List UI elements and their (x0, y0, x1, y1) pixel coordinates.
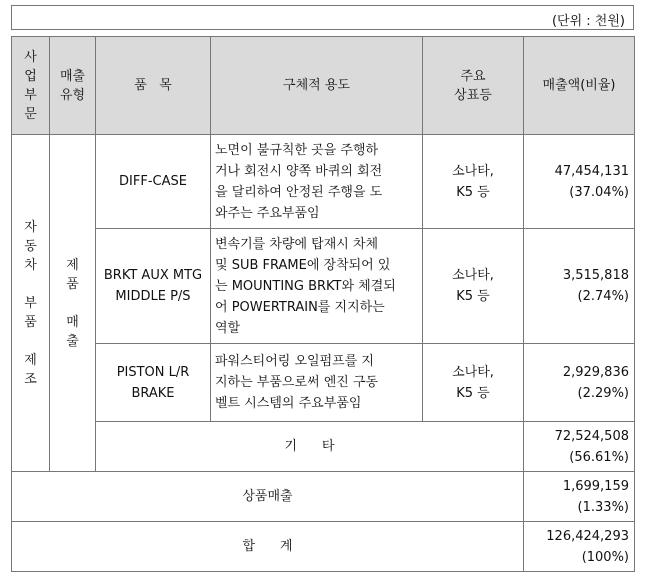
table-row (12, 135, 635, 229)
sales-type-cell: 제 품 매 출 (50, 135, 96, 472)
table-row (12, 344, 635, 422)
item-cell: DIFF-CASE (96, 135, 211, 229)
table-row (12, 229, 635, 344)
other-row (12, 422, 635, 472)
other-amount-cell: 72,524,508 (56.61%) (524, 422, 635, 472)
merch-row (12, 472, 635, 522)
unit-label: (단위 : 천원) (551, 14, 625, 29)
unit-box (11, 5, 634, 30)
header-segment: 사 업 부 문 (12, 37, 50, 135)
brand-cell: 소나타, K5 등 (423, 344, 524, 422)
usage-cell: 변속기를 차량에 탑재시 차체 및 SUB FRAME에 장착되어 있 는 MOUNTING BRKT와 체결되 어 POWERTRAIN를 지지하는 역할 (211, 229, 423, 344)
header-sales-type: 매출 유형 (50, 37, 96, 135)
total-amount-cell: 126,424,293 (100%) (524, 522, 635, 572)
segment-cell: 자 동 차 부 품 제 조 (12, 135, 50, 472)
header-usage: 구체적 용도 (211, 37, 423, 135)
usage-cell: 파워스티어링 오일펌프를 지 지하는 부품으로써 엔진 구동 벨트 시스템의 주요부품임 (211, 344, 423, 422)
usage-cell: 노면이 불규칙한 곳을 주행하 거나 회전시 양쪽 바퀴의 회전 을 달리하여 안정된 주행을 도 와주는 주요부품임 (211, 135, 423, 229)
amount-cell: 2,929,836 (2.29%) (524, 344, 635, 422)
item-cell: BRKT AUX MTG MIDDLE P/S (96, 229, 211, 344)
header-amount: 매출액(비율) (524, 37, 635, 135)
item-cell: PISTON L/R BRAKE (96, 344, 211, 422)
header-item: 품 목 (96, 37, 211, 135)
brand-cell: 소나타, K5 등 (423, 229, 524, 344)
amount-cell: 47,454,131 (37.04%) (524, 135, 635, 229)
other-label: 기 타 (96, 422, 524, 472)
total-label: 합 계 (12, 522, 524, 572)
merch-label: 상품매출 (12, 472, 524, 522)
header-row (12, 37, 635, 135)
amount-cell: 3,515,818 (2.74%) (524, 229, 635, 344)
header-brand: 주요 상표등 (423, 37, 524, 135)
merch-amount-cell: 1,699,159 (1.33%) (524, 472, 635, 522)
total-row (12, 522, 635, 572)
sales-table (11, 36, 635, 572)
brand-cell: 소나타, K5 등 (423, 135, 524, 229)
